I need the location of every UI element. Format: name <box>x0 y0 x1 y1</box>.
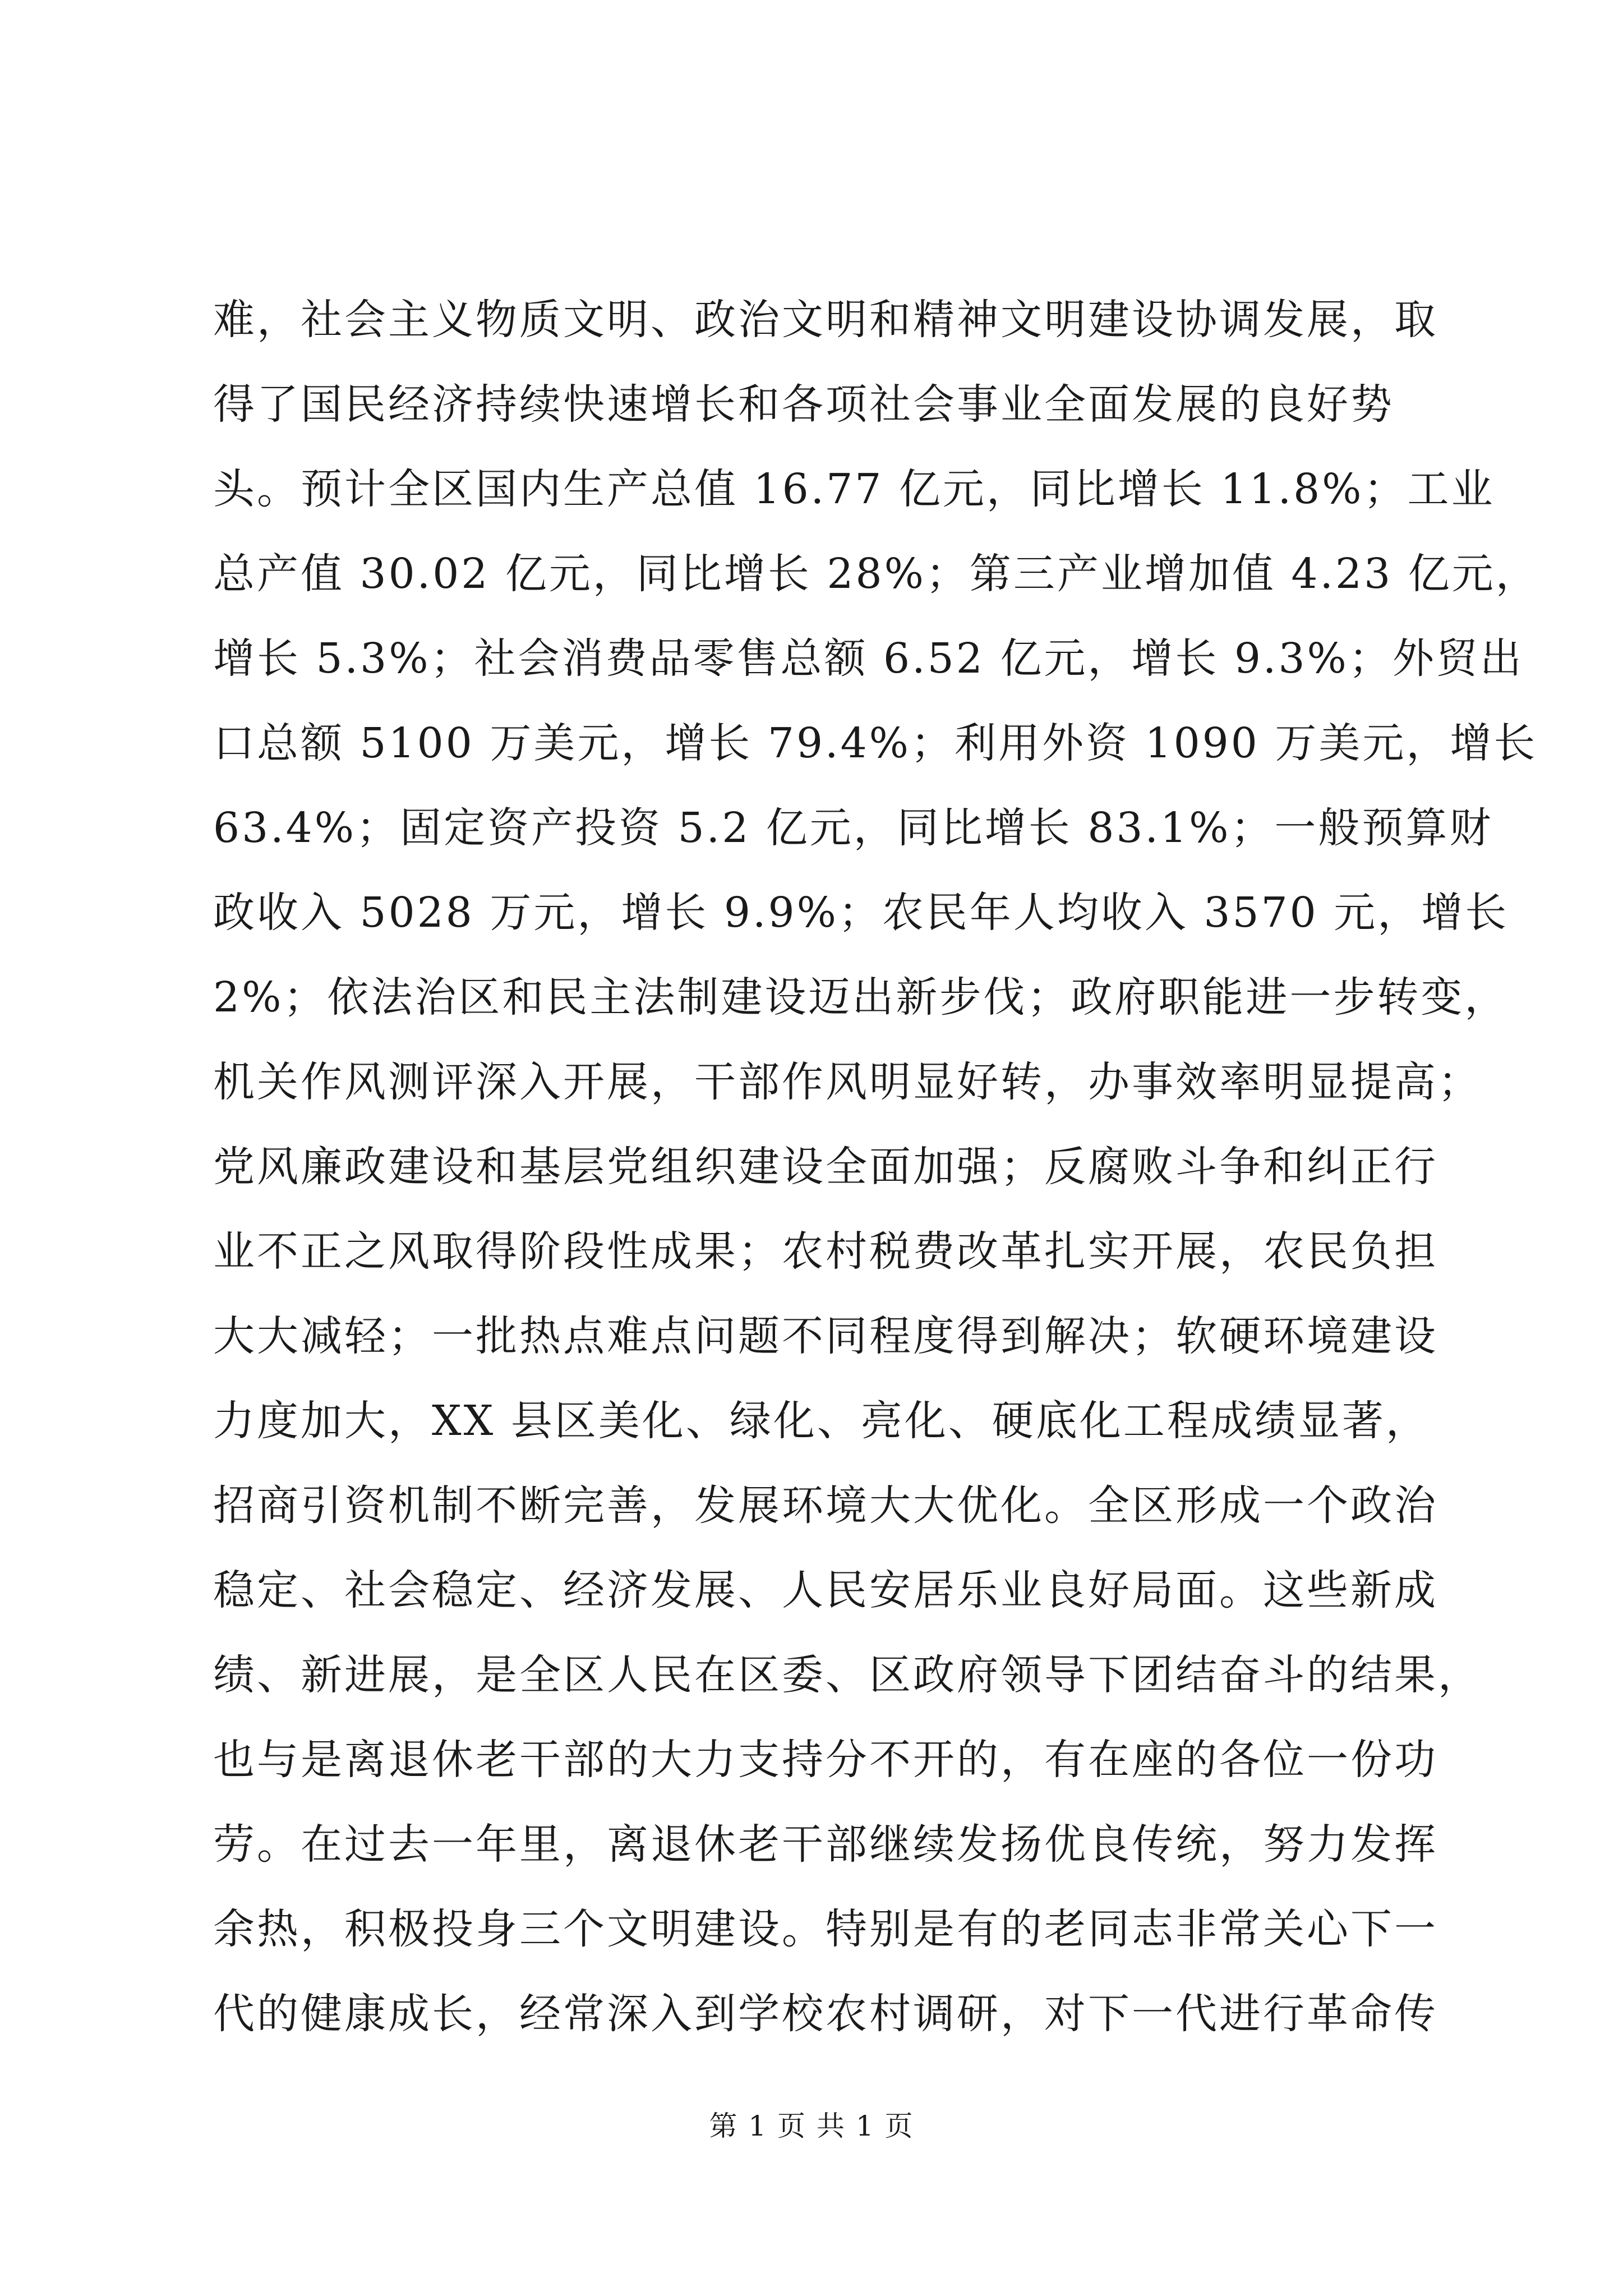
text-line: 增长 5.3%；社会消费品零售总额 6.52 亿元，增长 9.3%；外贸出 <box>213 634 1524 683</box>
text-line: 稳定、社会稳定、经济发展、人民安居乐业良好局面。这些新成 <box>213 1566 1438 1614</box>
page-footer: 第 1 页 共 1 页 <box>709 2110 914 2142</box>
text-line: 政收入 5028 万元，增长 9.9%；农民年人均收入 3570 元，增长 <box>213 889 1509 937</box>
text-line: 招商引资机制不断完善，发展环境大大优化。全区形成一个政治 <box>213 1481 1438 1530</box>
text-line: 得了国民经济持续快速增长和各项社会事业全面发展的良好势 <box>213 380 1394 429</box>
text-line: 绩、新进展，是全区人民在区委、区政府领导下团结奋斗的结果， <box>213 1651 1482 1699</box>
text-line: 2%；依法治区和民主法制建设迈出新步伐；政府职能进一步转变， <box>213 973 1509 1022</box>
text-line: 机关作风测评深入开展，干部作风明显好转，办事效率明显提高； <box>213 1058 1482 1106</box>
text-line: 头。预计全区国内生产总值 16.77 亿元，同比增长 11.8%；工业 <box>213 465 1495 513</box>
text-line: 难，社会主义物质文明、政治文明和精神文明建设协调发展，取 <box>213 296 1438 344</box>
text-line: 口总额 5100 万美元，增长 79.4%；利用外资 1090 万美元，增长 <box>213 719 1538 767</box>
text-line: 代的健康成长，经常深入到学校农村调研，对下一代进行革命传 <box>213 1990 1438 2038</box>
text-line: 也与是离退休老干部的大力支持分不开的，有在座的各位一份功 <box>213 1736 1438 1784</box>
text-line: 党风廉政建设和基层党组织建设全面加强；反腐败斗争和纠正行 <box>213 1143 1438 1191</box>
text-line: 总产值 30.02 亿元，同比增长 28%；第三产业增加值 4.23 亿元， <box>213 550 1539 598</box>
text-line: 63.4%；固定资产投资 5.2 亿元，同比增长 83.1%；一般预算财 <box>213 804 1493 852</box>
text-line: 大大减轻；一批热点难点问题不同程度得到解决；软硬环境建设 <box>213 1312 1438 1360</box>
text-line: 力度加大，XX 县区美化、绿化、亮化、硬底化工程成绩显著， <box>213 1397 1430 1445</box>
text-line: 劳。在过去一年里，离退休老干部继续发扬优良传统，努力发挥 <box>213 1820 1438 1869</box>
text-line: 余热，积极投身三个文明建设。特别是有的老同志非常关心下一 <box>213 1905 1438 1953</box>
text-line: 业不正之风取得阶段性成果；农村税费改革扎实开展，农民负担 <box>213 1227 1438 1276</box>
